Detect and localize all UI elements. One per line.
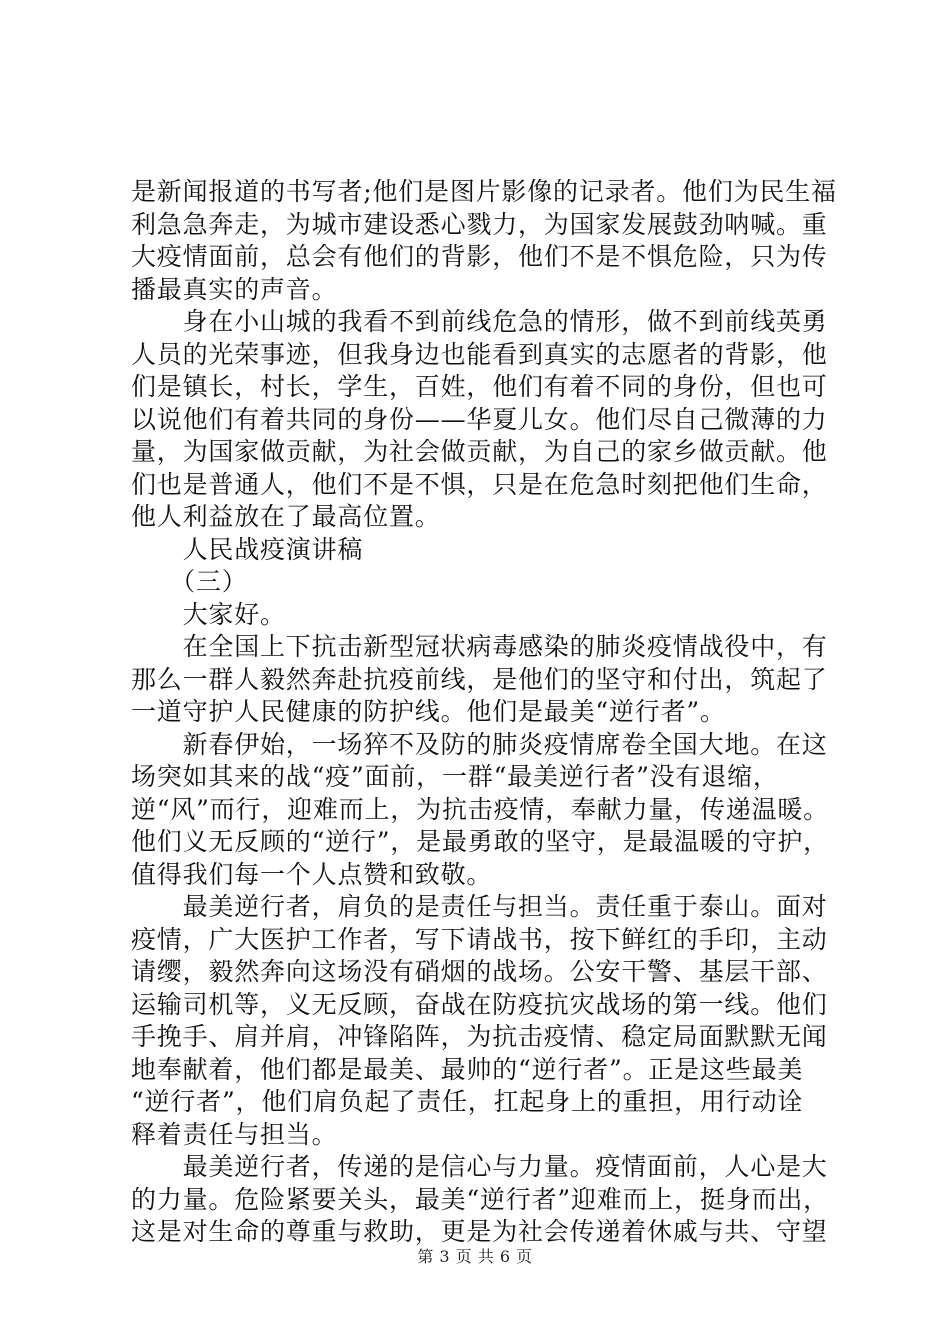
text-line: 疫情，广大医护工作者，写下请战书，按下鲜红的手印，主动	[131, 924, 828, 954]
text-line: 最美逆行者，传递的是信心与力量。疫情面前，人心是大	[131, 1152, 828, 1181]
text-line: 地奉献着，他们都是最美、最帅的“逆行者”。正是这些最美	[131, 1054, 804, 1084]
text-line: 他们义无反顾的“逆行”，是最勇敢的坚守，是最温暖的守护，	[131, 827, 829, 856]
text-line: 那么一群人毅然奔赴抗疫前线，是他们的坚守和付出，筑起了	[131, 664, 828, 694]
text-line: 是新闻报道的书写者;他们是图片影像的记录者。他们为民生福	[131, 177, 837, 206]
text-line: 最美逆行者，肩负的是责任与担当。责任重于泰山。面对	[131, 892, 828, 921]
text-line: 他人利益放在了最高位置。	[131, 502, 441, 531]
text-line: 以说他们有着共同的身份——华夏儿女。他们尽自己微薄的力	[131, 404, 828, 434]
text-line: 运输司机等，义无反顾，奋战在防疫抗灾战场的第一线。他们	[131, 989, 828, 1019]
text-line: 量，为国家做贡献，为社会做贡献，为自己的家乡做贡献。他	[131, 437, 828, 466]
text-line: 场突如其来的战“疫”面前，一群“最美逆行者”没有退缩，	[131, 762, 779, 791]
text-line: 身在小山城的我看不到前线危急的情形，做不到前线英勇	[131, 307, 828, 336]
text-line: 在全国上下抗击新型冠状病毒感染的肺炎疫情战役中，有	[131, 632, 828, 661]
page-number-footer: 第 3 页 共 6 页	[417, 1247, 533, 1266]
text-line: 手挽手、肩并肩，冲锋陷阵，为抗击疫情、稳定局面默默无闻	[131, 1022, 828, 1051]
section-title: 人民战疫演讲稿	[131, 534, 364, 564]
section-number: （三）	[131, 567, 248, 596]
text-line: 值得我们每一个人点赞和致敬。	[131, 859, 493, 889]
text-line: 新春伊始，一场猝不及防的肺炎疫情席卷全国大地。在这	[131, 729, 828, 759]
text-line: 这是对生命的尊重与救助，更是为社会传递着休戚与共、守望	[131, 1217, 828, 1246]
greeting: 大家好。	[131, 599, 286, 629]
text-line: 逆“风”而行，迎难而上，为抗击疫情，奉献力量，传递温暖。	[131, 794, 829, 824]
text-line: 一道守护人民健康的防护线。他们是最美“逆行者”。	[131, 697, 726, 726]
text-line: 利急急奔走，为城市建设悉心戮力，为国家发展鼓劲呐喊。重	[131, 209, 828, 239]
text-line: 的力量。危险紧要关头，最美“逆行者”迎难而上，挺身而出，	[131, 1184, 829, 1214]
text-line: 播最真实的声音。	[131, 274, 338, 304]
text-line: 请缨，毅然奔向这场没有硝烟的战场。公安干警、基层干部、	[131, 957, 828, 986]
text-line: 们是镇长，村长，学生，百姓，他们有着不同的身份，但也可	[131, 372, 828, 401]
text-line: 大疫情面前，总会有他们的背影，他们不是不惧危险，只为传	[131, 242, 828, 271]
text-line: 们也是普通人，他们不是不惧，只是在危急时刻把他们生命，	[131, 469, 828, 499]
document-body	[131, 176, 837, 1249]
text-line: 释着责任与担当。	[131, 1119, 338, 1149]
text-line: 人员的光荣事迹，但我身边也能看到真实的志愿者的背影，他	[131, 339, 828, 369]
text-line: “逆行者”，他们肩负起了责任，扛起身上的重担，用行动诠	[131, 1087, 804, 1116]
